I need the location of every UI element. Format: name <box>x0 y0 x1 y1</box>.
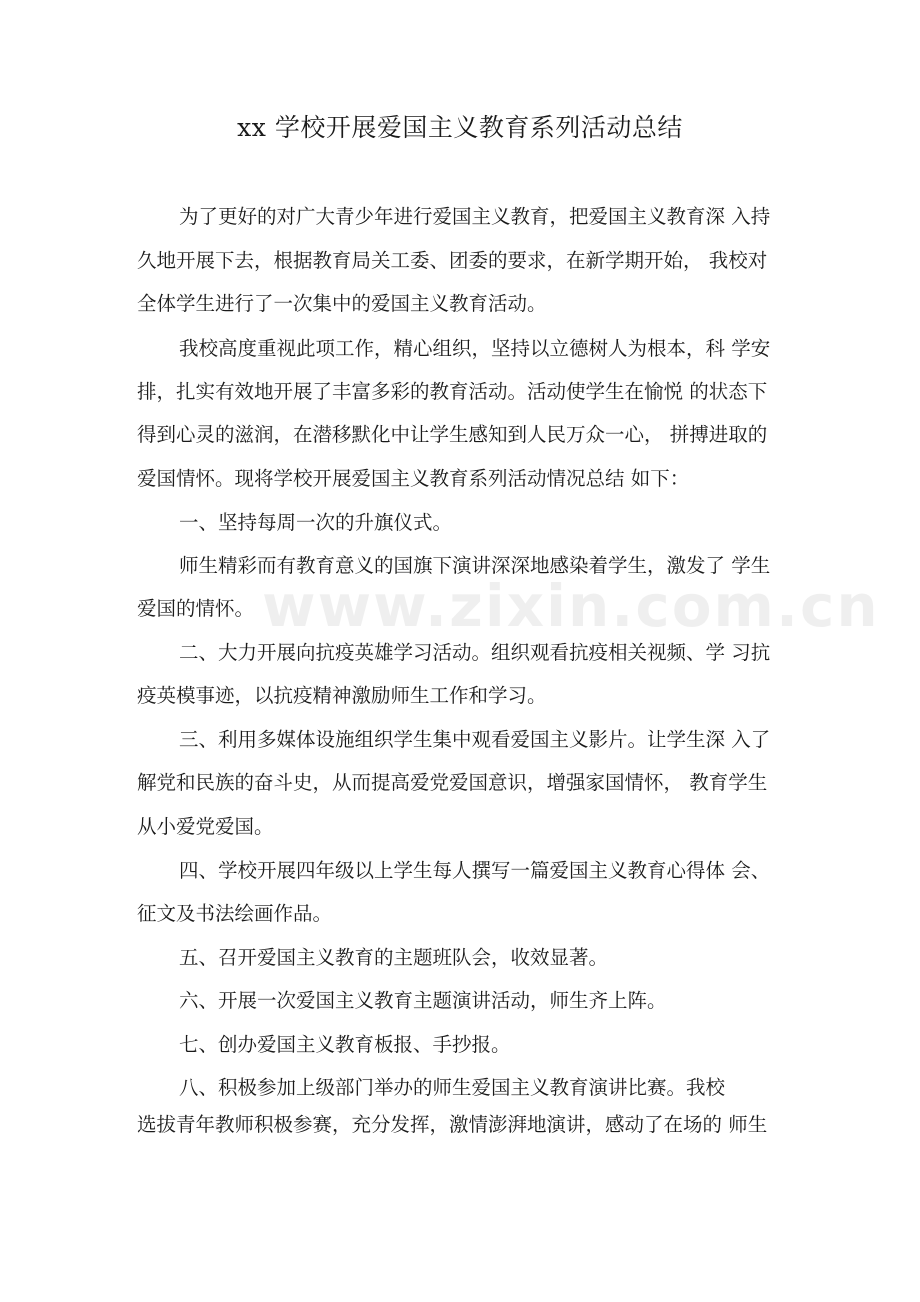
list-item-heading: 七、创办爱国主义教育板报、手抄报。 <box>179 1033 511 1056</box>
paragraph-line: 选拔青年教师积极参赛，充分发挥，激情澎湃地演讲，感动了在场的 师生 <box>137 1113 768 1136</box>
paragraph-line: 解党和民族的奋斗史，从而提高爱党爱国意识，增强家国情怀， 教育学生 <box>137 771 768 794</box>
paragraph-line: 从小爱党爱国。 <box>137 815 274 838</box>
watermark-text: www.zixin.com.cn <box>262 572 880 640</box>
list-item-heading: 四、学校开展四年级以上学生每人撰写一篇爱国主义教育心得体 会、 <box>179 859 771 882</box>
paragraph-line: 师生精彩而有教育意义的国旗下演讲深深地感染着学生，激发了 学生 <box>179 554 771 577</box>
paragraph-line: 久地开展下去，根据教育局关工委、团委的要求，在新学期开始， 我校对 <box>137 249 768 272</box>
paragraph-line: 我校高度重视此项工作，精心组织，坚持以立德树人为根本，科 学安 <box>179 337 771 360</box>
list-item-heading: 三、利用多媒体设施组织学生集中观看爱国主义影片。让学生深 入了 <box>179 728 771 751</box>
paragraph-line: 得到心灵的滋润，在潜移默化中让学生感知到人民万众一心， 拼搏进取的 <box>137 423 768 446</box>
paragraph-line: 爱国情怀。现将学校开展爱国主义教育系列活动情况总结 如下： <box>137 467 690 490</box>
paragraph-line: 爱国的情怀。 <box>137 597 255 620</box>
document-title: xx 学校开展爱国主义教育系列活动总结 <box>237 113 683 142</box>
list-item-heading: 六、开展一次爱国主义教育主题演讲活动，师生齐上阵。 <box>179 989 667 1012</box>
list-item-heading: 一、坚持每周一次的升旗仪式。 <box>179 511 453 534</box>
paragraph-line: 疫英模事迹，以抗疫精神激励师生工作和学习。 <box>137 684 547 707</box>
paragraph-line: 全体学生进行了一次集中的爱国主义教育活动。 <box>137 292 547 315</box>
list-item-heading: 五、召开爱国主义教育的主题班队会，收效显著。 <box>179 946 609 969</box>
list-item-heading: 八、积极参加上级部门举办的师生爱国主义教育演讲比赛。我校 <box>179 1076 726 1099</box>
list-item-heading: 二、大力开展向抗疫英雄学习活动。组织观看抗疫相关视频、学 习抗 <box>179 641 771 664</box>
paragraph-line: 为了更好的对广大青少年进行爱国主义教育，把爱国主义教育深 入持 <box>179 205 771 228</box>
paragraph-line: 征文及书法绘画作品。 <box>137 902 333 925</box>
paragraph-line: 排，扎实有效地开展了丰富多彩的教育活动。活动使学生在愉悦 的状态下 <box>137 380 768 403</box>
